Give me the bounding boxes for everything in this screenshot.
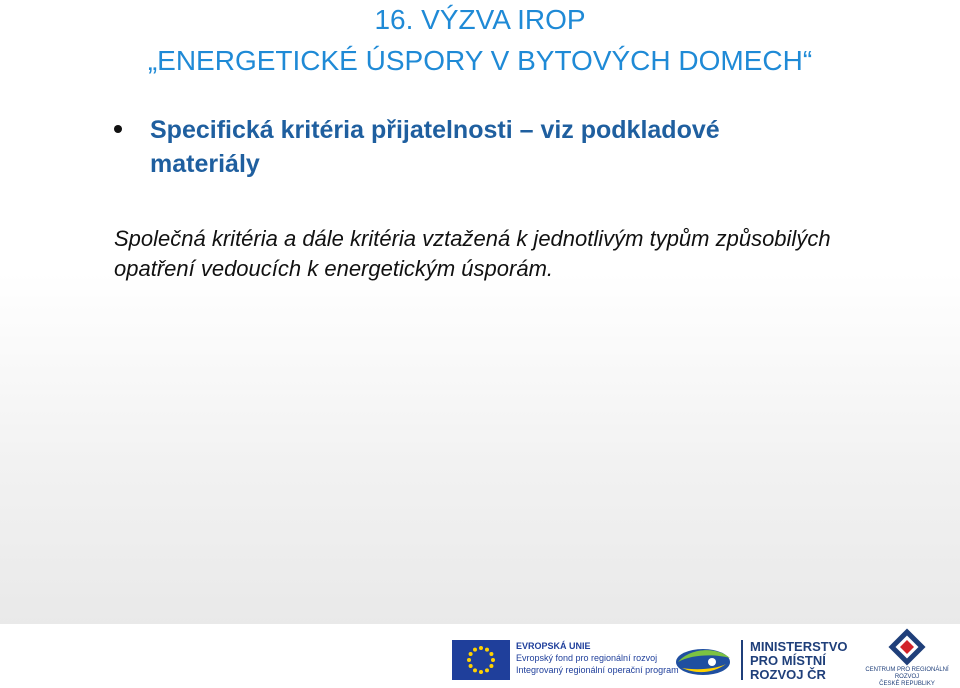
bullet-text: Specifická kritéria přijatelnosti – viz podkladové materiály xyxy=(150,116,720,178)
crr-line2: ČESKÉ REPUBLIKY xyxy=(879,681,935,687)
slide-title-line2: „ENERGETICKÉ ÚSPORY V BYTOVÝCH DOMECH“ xyxy=(147,45,813,76)
footer-divider xyxy=(741,640,743,680)
eu-fund: Evropský fond pro regionální rozvoj xyxy=(516,653,658,663)
eu-program: Integrovaný regionální operační program xyxy=(516,665,679,675)
eu-caption xyxy=(516,640,679,676)
mmr-line1: MINISTERSTVO xyxy=(750,639,848,654)
crr-line1: CENTRUM PRO REGIONÁLNÍ ROZVOJ xyxy=(865,667,949,680)
bullet-dot-icon xyxy=(114,125,122,133)
eu-title: EVROPSKÁ UNIE xyxy=(516,641,591,651)
eu-flag-icon xyxy=(452,640,510,680)
crr-caption xyxy=(854,667,960,688)
body-paragraph: Společná kritéria a dále kritéria vztažená k jednotlivým typům způsobilých opatření vedoucích k energetickým úsporám. xyxy=(114,226,831,281)
mmr-line2: PRO MÍSTNÍ xyxy=(750,653,826,668)
irop-logo-icon xyxy=(672,640,734,680)
mmr-line3: ROZVOJ ČR xyxy=(750,667,826,682)
slide-title-line1: 16. VÝZVA IROP xyxy=(374,4,586,35)
mmr-logo xyxy=(750,640,848,682)
